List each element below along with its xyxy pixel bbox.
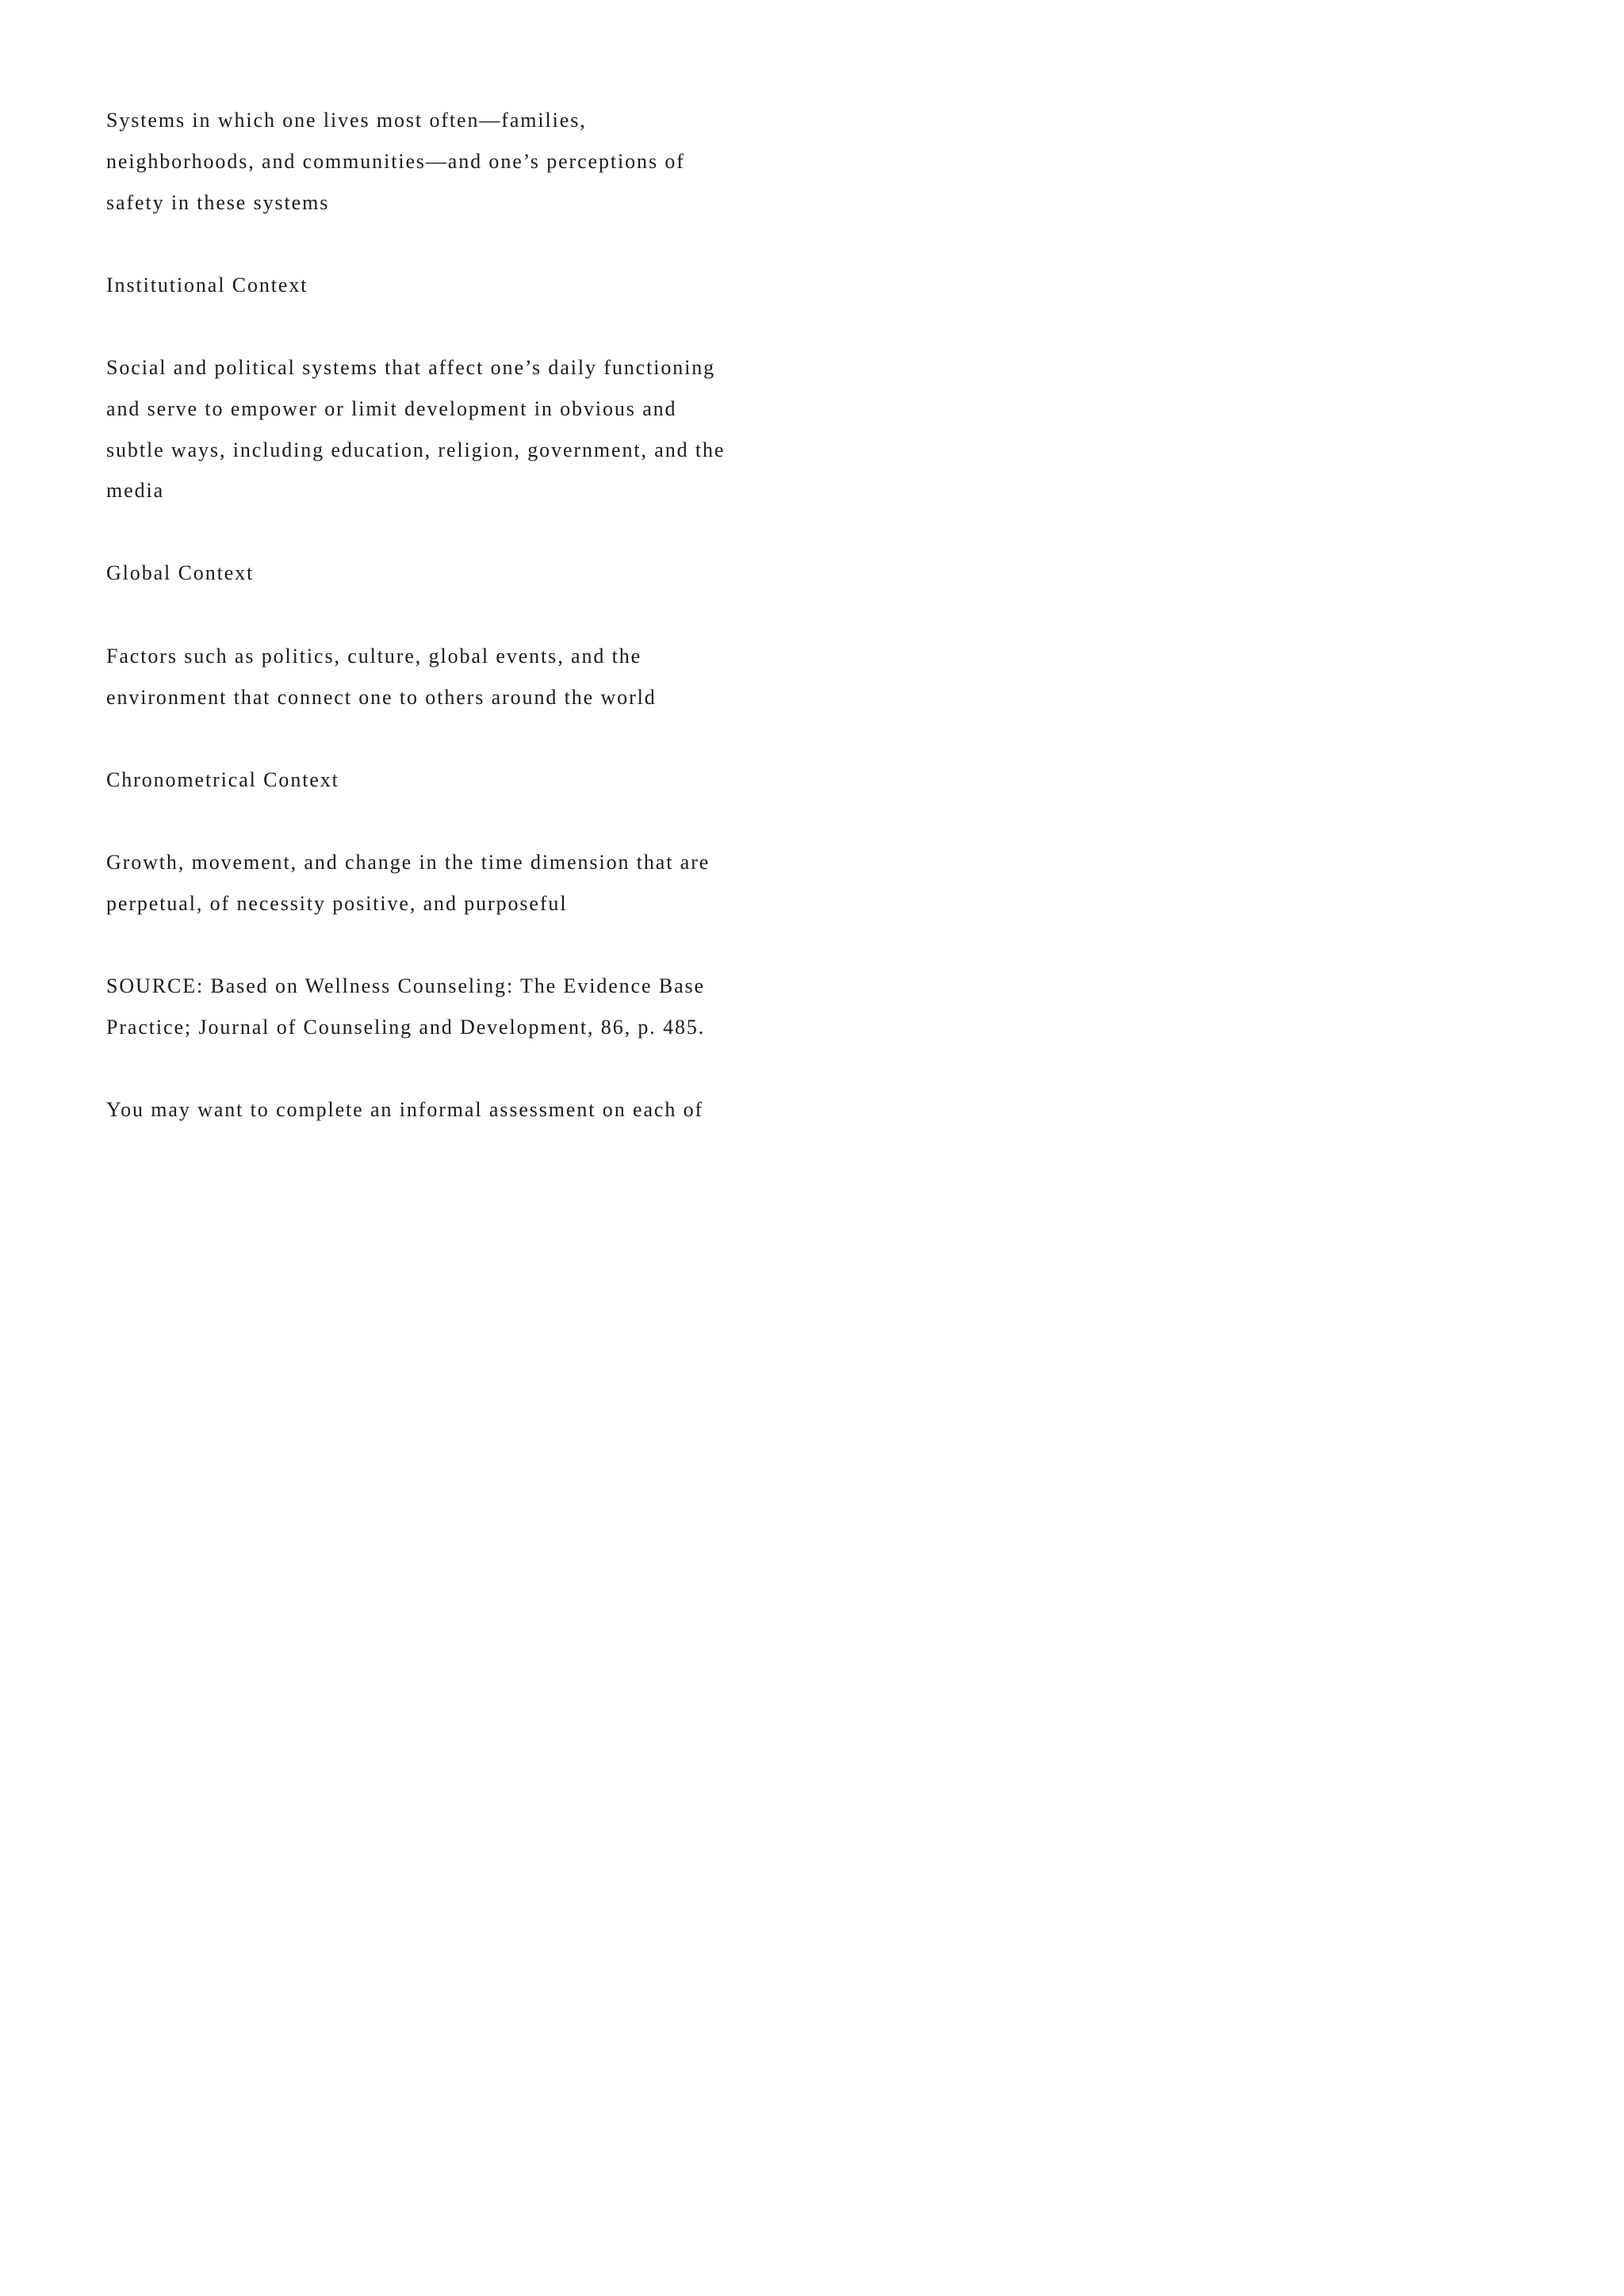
assessment-paragraph-line: You may want to complete an informal assessment on each of [106,1098,704,1121]
institutional-context-description-line: and serve to empower or limit development in obvious and [106,397,677,420]
family-community-description-line: neighborhoods, and communities—and one’s perceptions of [106,150,685,173]
source-citation-line: Practice; Journal of Counseling and Development, 86, p. 485. [106,1016,706,1039]
institutional-context-description-line: Social and political systems that affect one’s daily functioning [106,356,716,379]
global-context-heading: Global Context [106,561,255,584]
family-community-description-line: Systems in which one lives most often—families, [106,109,587,132]
source-citation-line: SOURCE: Based on Wellness Counseling: The Evidence Base [106,974,705,997]
chronometrical-context-description-line: Growth, movement, and change in the time dimension that are [106,851,710,874]
institutional-context-heading: Institutional Context [106,274,308,297]
family-community-description-line: safety in these systems [106,191,330,214]
document-page [0,0,872,1234]
institutional-context-description-line: media [106,479,165,502]
institutional-context-description-line: subtle ways, including education, religion, government, and the [106,438,726,461]
global-context-description-line: environment that connect one to others around the world [106,686,657,709]
global-context-description-line: Factors such as politics, culture, global events, and the [106,645,642,668]
chronometrical-context-description-line: perpetual, of necessity positive, and purposeful [106,892,568,915]
chronometrical-context-heading: Chronometrical Context [106,768,339,791]
